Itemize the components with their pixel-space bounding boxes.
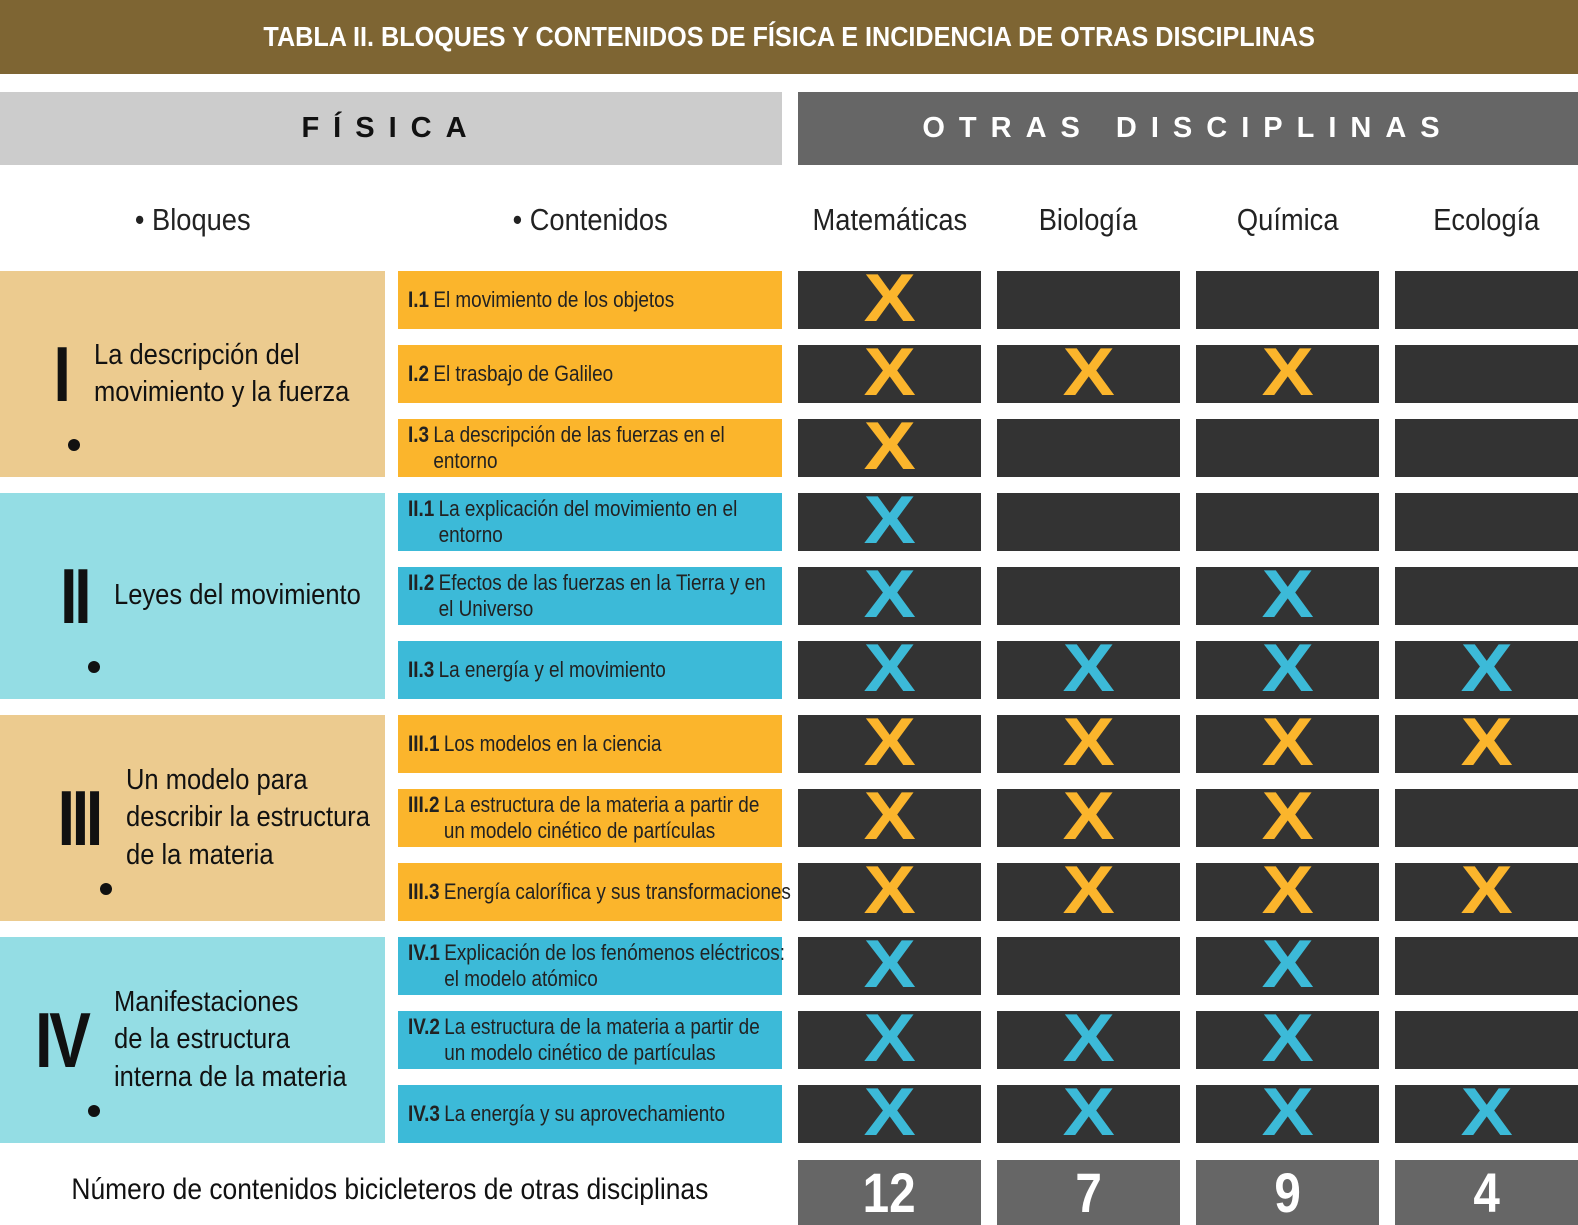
discipline-header-text: Química — [1236, 202, 1339, 237]
discipline-cell-I.1-1 — [997, 271, 1180, 329]
x-mark-icon: X — [1062, 852, 1115, 928]
content-code: III.1 — [408, 730, 440, 756]
discipline-cell-II.2-3 — [1395, 567, 1578, 625]
discipline-cell-II.2-0 — [798, 556, 981, 632]
x-mark-icon: X — [863, 334, 916, 410]
discipline-header-2 — [1196, 196, 1379, 244]
x-mark-icon: X — [1261, 778, 1314, 854]
content-cell-I.1 — [398, 271, 782, 329]
content-cell-IV.1 — [398, 937, 785, 995]
discipline-header-1 — [997, 196, 1180, 244]
block-numeral: I — [53, 330, 68, 418]
block-name: Un modelo para describir la estructura de la materia — [126, 764, 370, 871]
discipline-header-text: Biología — [1039, 202, 1138, 237]
discipline-cell-IV.1-2 — [1196, 926, 1379, 1002]
discipline-cell-IV.1-1 — [997, 937, 1180, 995]
discipline-cell-I.3-1 — [997, 419, 1180, 477]
content-text: La explicación del movimiento en el entorno — [438, 495, 738, 547]
x-mark-icon: X — [1062, 704, 1115, 780]
discipline-cell-I.2-0 — [798, 334, 981, 410]
numeral-dot-icon — [100, 883, 112, 895]
x-mark-icon: X — [863, 1074, 916, 1150]
otras-disciplinas-header: OTRAS DISCIPLINAS — [798, 92, 1578, 165]
discipline-cell-IV.1-0 — [798, 926, 981, 1002]
discipline-cell-III.1-0 — [798, 704, 981, 780]
discipline-cell-IV.2-0 — [798, 1000, 981, 1076]
discipline-cell-II.1-3 — [1395, 493, 1578, 551]
discipline-cell-IV.3-3 — [1395, 1074, 1578, 1150]
discipline-cell-IV.3-0 — [798, 1074, 981, 1150]
content-text: Explicación de los fenómenos eléctricos: el modelo atómico — [444, 939, 785, 991]
x-mark-icon: X — [863, 408, 916, 484]
content-cell-II.1 — [398, 493, 782, 551]
contenidos-label-text: • Contenidos — [512, 202, 668, 237]
discipline-cell-II.3-0 — [798, 630, 981, 706]
content-text: La estructura de la materia a partir de un modelo cinético de partículas — [443, 791, 760, 843]
discipline-cell-III.1-2 — [1196, 704, 1379, 780]
discipline-cell-III.2-0 — [798, 778, 981, 854]
x-mark-icon: X — [1062, 1000, 1115, 1076]
footer-label-text: Número de contenidos bicicleteros de otras disciplinas — [71, 1173, 709, 1206]
table-title-text: TABLA II. BLOQUES Y CONTENIDOS DE FÍSICA E INCIDENCIA DE OTRAS DISCIPLINAS — [263, 21, 1315, 52]
content-cell-II.2 — [398, 567, 782, 625]
discipline-cell-II.2-2 — [1196, 556, 1379, 632]
content-text: El trasbajo de Galileo — [433, 360, 614, 386]
discipline-header-0 — [798, 196, 981, 244]
discipline-header-3 — [1395, 196, 1578, 244]
x-mark-icon: X — [1460, 630, 1513, 706]
count-value: 9 — [1274, 1161, 1301, 1224]
discipline-header-text: Ecología — [1433, 202, 1540, 237]
count-cell-0 — [798, 1160, 981, 1225]
discipline-header-text: Matemáticas — [812, 202, 967, 237]
footer-label — [0, 1162, 780, 1218]
count-cell-2 — [1196, 1160, 1379, 1225]
x-mark-icon: X — [863, 630, 916, 706]
discipline-cell-III.3-2 — [1196, 852, 1379, 928]
numeral-dot-icon — [68, 439, 80, 451]
content-text: Efectos de las fuerzas en la Tierra y en el Universo — [438, 569, 766, 621]
discipline-cell-II.3-1 — [997, 630, 1180, 706]
discipline-cell-III.3-3 — [1395, 852, 1578, 928]
discipline-cell-III.1-1 — [997, 704, 1180, 780]
discipline-cell-I.3-0 — [798, 408, 981, 484]
content-cell-IV.2 — [398, 1011, 782, 1069]
content-cell-I.2 — [398, 345, 782, 403]
block-IV — [0, 937, 385, 1143]
x-mark-icon: X — [1460, 704, 1513, 780]
x-mark-icon: X — [863, 926, 916, 1002]
content-text: La descripción de las fuerzas en el entorno — [433, 421, 725, 473]
content-code: IV.3 — [408, 1100, 440, 1126]
content-text: Los modelos en la ciencia — [443, 730, 662, 756]
content-code: IV.1 — [408, 939, 440, 965]
x-mark-icon: X — [863, 778, 916, 854]
content-cell-I.3 — [398, 419, 782, 477]
content-cell-III.2 — [398, 789, 782, 847]
x-mark-icon: X — [1261, 630, 1314, 706]
discipline-cell-II.1-1 — [997, 493, 1180, 551]
discipline-cell-III.2-1 — [997, 778, 1180, 854]
x-mark-icon: X — [1460, 852, 1513, 928]
content-code: I.2 — [408, 360, 430, 386]
discipline-cell-I.2-1 — [997, 334, 1180, 410]
count-value: 12 — [863, 1161, 916, 1224]
x-mark-icon: X — [1261, 334, 1314, 410]
x-mark-icon: X — [1062, 1074, 1115, 1150]
content-code: IV.2 — [408, 1013, 440, 1039]
x-mark-icon: X — [1261, 556, 1314, 632]
content-code: II.1 — [408, 495, 435, 521]
content-text: Energía calorífica y sus transformaciones — [443, 878, 791, 904]
x-mark-icon: X — [863, 704, 916, 780]
block-name: Leyes del movimiento — [114, 579, 361, 612]
content-cell-III.1 — [398, 715, 782, 773]
bloques-label-text: • Bloques — [134, 202, 251, 237]
x-mark-icon: X — [1261, 926, 1314, 1002]
block-name: La descripción del movimiento y la fuerza — [94, 338, 350, 408]
content-text: La energía y el movimiento — [438, 656, 666, 682]
x-mark-icon: X — [863, 1000, 916, 1076]
x-mark-icon: X — [1460, 1074, 1513, 1150]
content-code: III.3 — [408, 878, 440, 904]
fisica-header: FÍSICA — [0, 92, 782, 165]
discipline-cell-II.3-2 — [1196, 630, 1379, 706]
discipline-cell-IV.2-2 — [1196, 1000, 1379, 1076]
bloques-column-label — [0, 196, 385, 244]
discipline-cell-III.1-3 — [1395, 704, 1578, 780]
numeral-dot-icon — [88, 661, 100, 673]
discipline-cell-II.1-2 — [1196, 493, 1379, 551]
content-code: I.3 — [408, 421, 430, 447]
block-numeral: II — [59, 552, 88, 640]
content-text: El movimiento de los objetos — [433, 286, 675, 312]
table-title — [0, 0, 1578, 74]
discipline-cell-III.3-0 — [798, 852, 981, 928]
content-text: La estructura de la materia a partir de un modelo cinético de partículas — [444, 1013, 760, 1065]
discipline-cell-I.3-2 — [1196, 419, 1379, 477]
content-text: La energía y su aprovechamiento — [444, 1100, 726, 1126]
x-mark-icon: X — [863, 260, 916, 336]
discipline-cell-IV.3-1 — [997, 1074, 1180, 1150]
x-mark-icon: X — [1261, 1074, 1314, 1150]
x-mark-icon: X — [1261, 1000, 1314, 1076]
x-mark-icon: X — [1062, 334, 1115, 410]
block-I — [0, 271, 385, 477]
discipline-cell-IV.3-2 — [1196, 1074, 1379, 1150]
block-numeral: IV — [35, 996, 88, 1084]
discipline-cell-I.2-3 — [1395, 345, 1578, 403]
content-cell-IV.3 — [398, 1085, 782, 1143]
content-code: II.2 — [408, 569, 435, 595]
contenidos-column-label — [398, 196, 782, 244]
content-code: II.3 — [408, 656, 435, 682]
discipline-cell-I.1-0 — [798, 260, 981, 336]
block-numeral: III — [57, 774, 100, 862]
discipline-cell-IV.2-3 — [1395, 1011, 1578, 1069]
discipline-cell-III.3-1 — [997, 852, 1180, 928]
x-mark-icon: X — [863, 556, 916, 632]
discipline-cell-I.1-3 — [1395, 271, 1578, 329]
x-mark-icon: X — [1062, 630, 1115, 706]
discipline-cell-II.1-0 — [798, 482, 981, 558]
count-cell-3 — [1395, 1160, 1578, 1225]
content-cell-III.3 — [398, 863, 791, 921]
block-II — [0, 493, 385, 699]
discipline-cell-II.3-3 — [1395, 630, 1578, 706]
content-code: I.1 — [408, 286, 430, 312]
content-code: III.2 — [408, 791, 440, 817]
block-name: Manifestaciones de la estructura interna de la materia — [114, 986, 347, 1093]
x-mark-icon: X — [863, 482, 916, 558]
x-mark-icon: X — [1261, 704, 1314, 780]
discipline-cell-I.2-2 — [1196, 334, 1379, 410]
discipline-cell-III.2-3 — [1395, 789, 1578, 847]
discipline-cell-IV.1-3 — [1395, 937, 1578, 995]
discipline-cell-IV.2-1 — [997, 1000, 1180, 1076]
numeral-dot-icon — [88, 1105, 100, 1117]
block-III — [0, 715, 385, 921]
x-mark-icon: X — [1261, 852, 1314, 928]
x-mark-icon: X — [1062, 778, 1115, 854]
count-cell-1 — [997, 1160, 1180, 1225]
content-cell-II.3 — [398, 641, 782, 699]
count-value: 7 — [1075, 1161, 1102, 1224]
x-mark-icon: X — [863, 852, 916, 928]
discipline-cell-II.2-1 — [997, 567, 1180, 625]
discipline-cell-III.2-2 — [1196, 778, 1379, 854]
discipline-cell-I.3-3 — [1395, 419, 1578, 477]
discipline-cell-I.1-2 — [1196, 271, 1379, 329]
count-value: 4 — [1473, 1161, 1500, 1224]
